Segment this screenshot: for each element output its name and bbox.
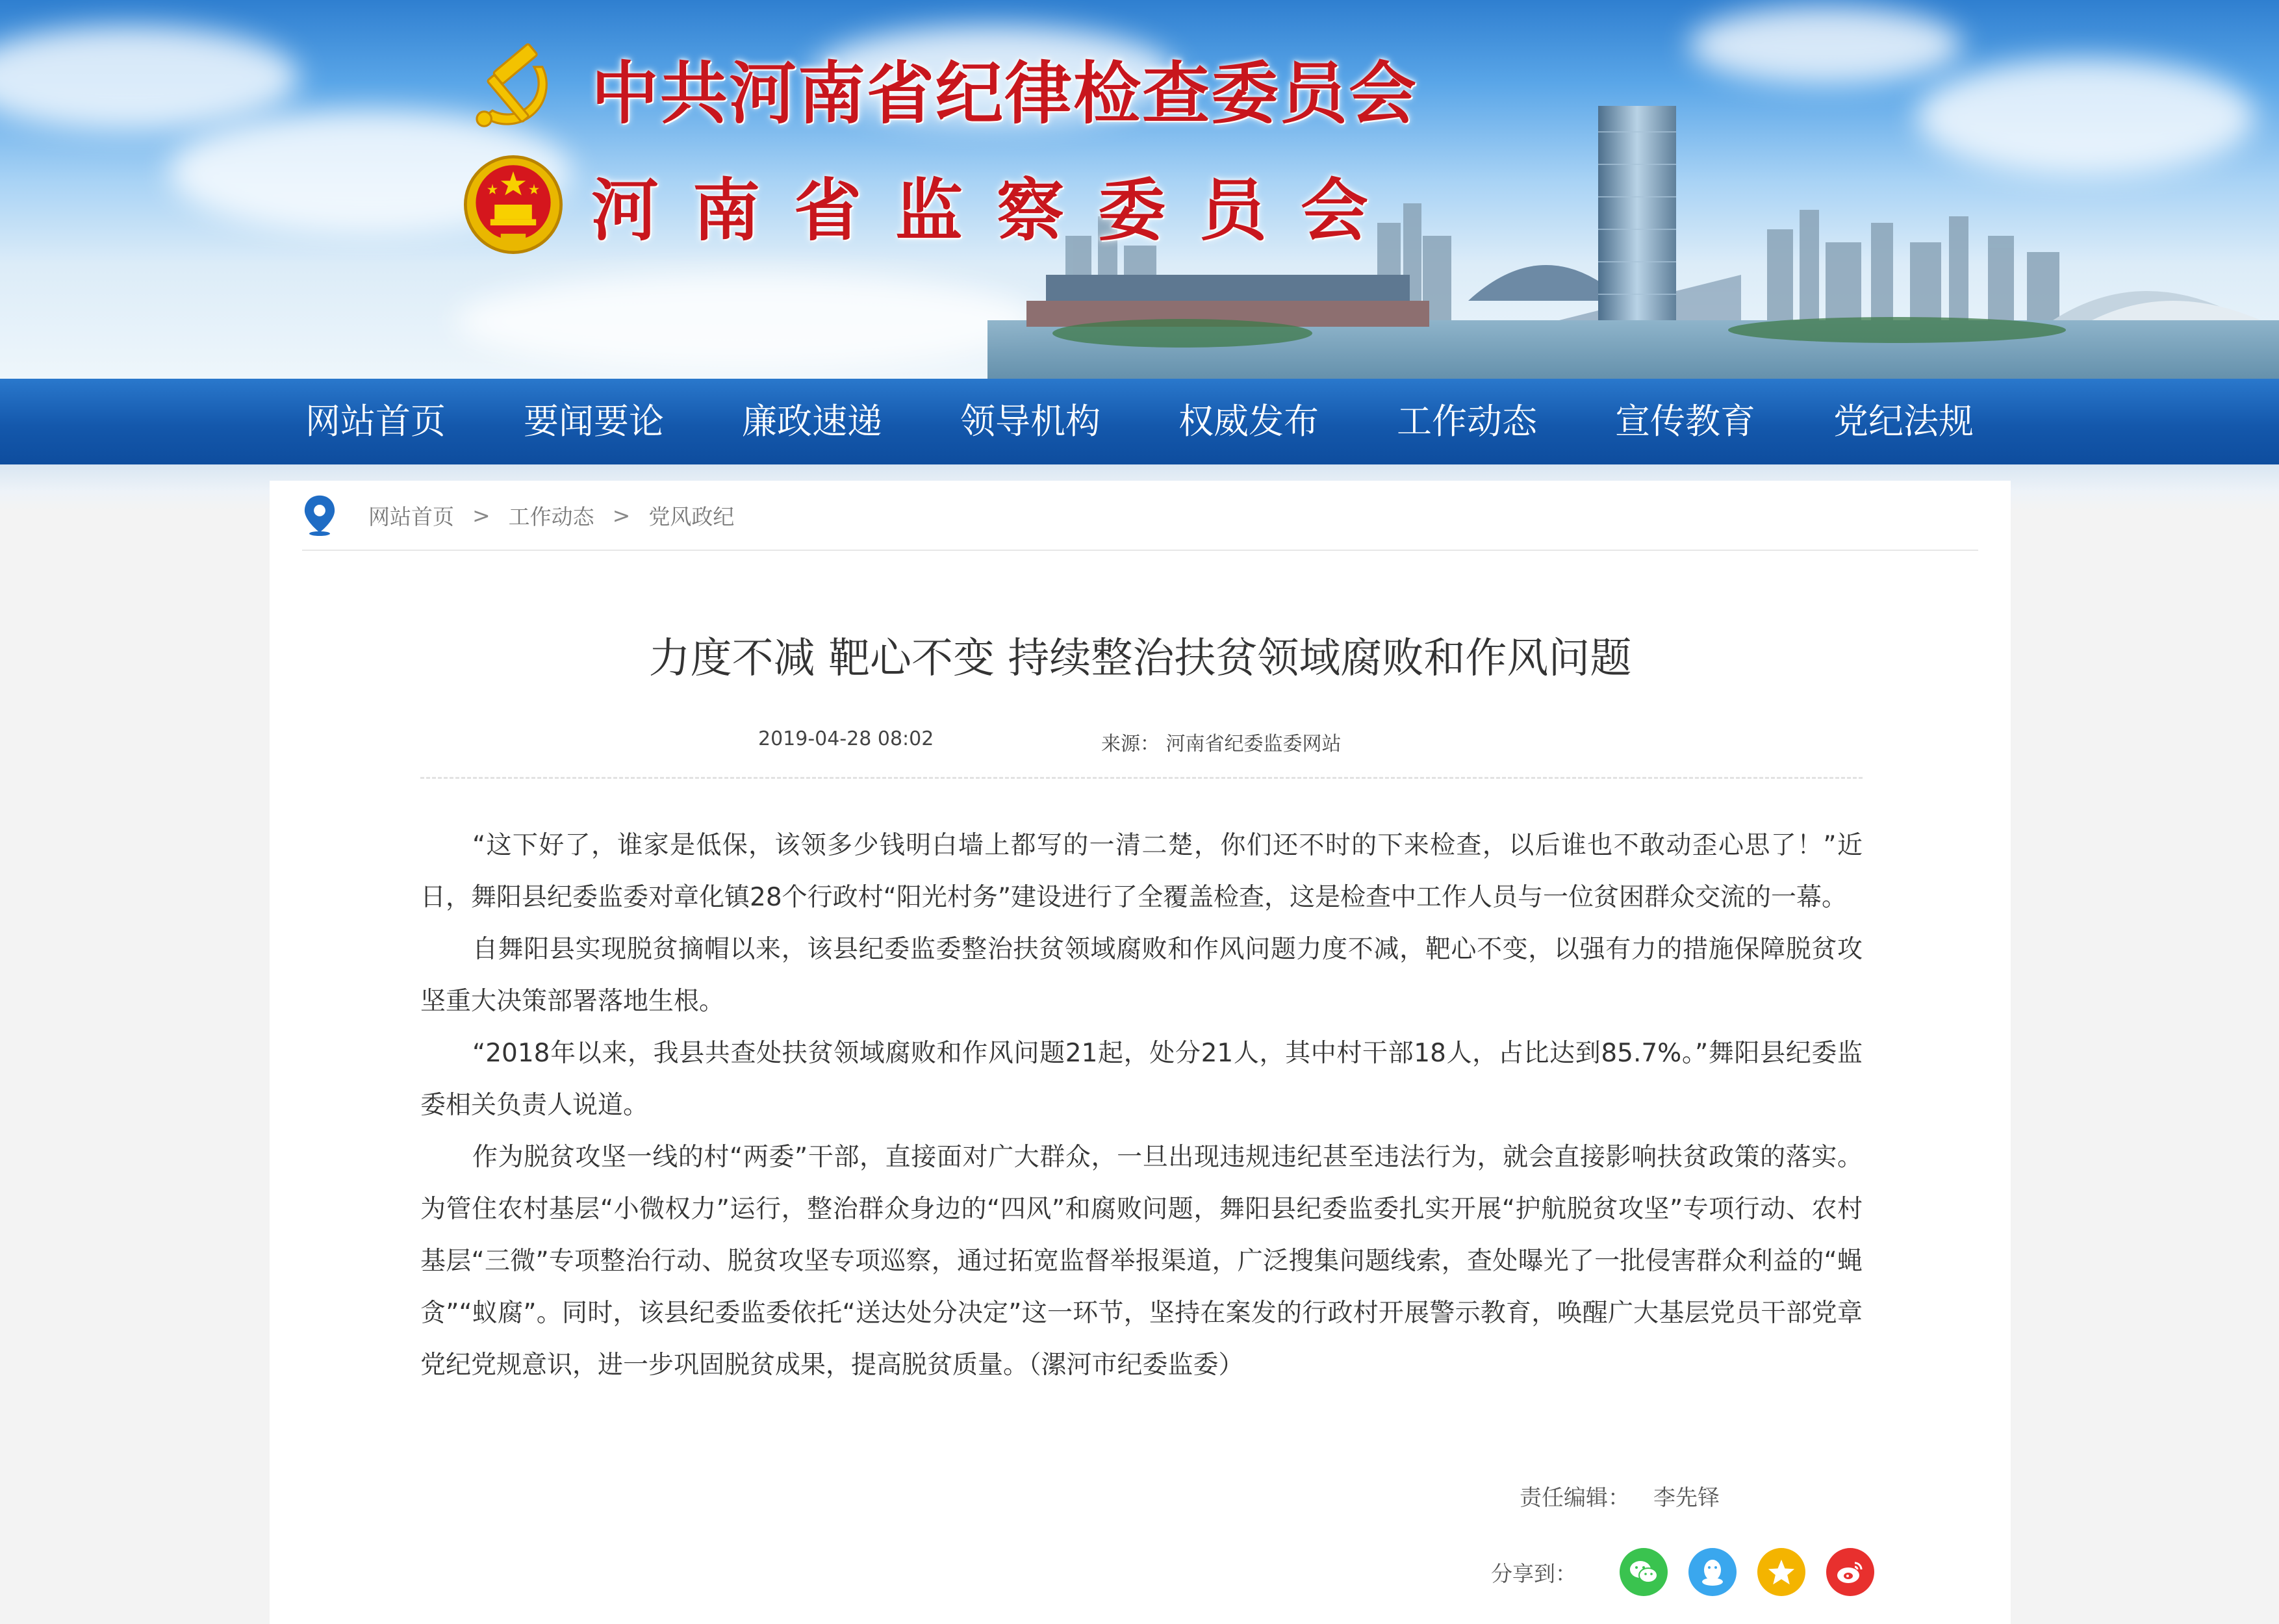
share-qq-button[interactable]: [1688, 1548, 1737, 1596]
weibo-icon: [1835, 1559, 1865, 1585]
source-name: 河南省纪委监委网站: [1165, 733, 1342, 755]
nav-item-regulations[interactable]: 党纪法规: [1833, 401, 1974, 442]
breadcrumb-separator: >: [472, 502, 490, 528]
share-qzone-button[interactable]: [1757, 1548, 1805, 1596]
nav-item-work-updates[interactable]: 工作动态: [1397, 401, 1537, 442]
qq-penguin-icon: [1700, 1557, 1725, 1587]
national-emblem-icon: [461, 153, 565, 257]
article-date: 2019-04-28 08:02: [758, 728, 934, 750]
supervision-commission-title: 河南省监察委员会: [591, 171, 1403, 250]
breadcrumb-separator: >: [612, 502, 631, 528]
hammer-sickle-emblem-icon: [461, 36, 565, 140]
cloud: [455, 273, 1039, 370]
party-commission-title: 中共河南省纪律检查委员会: [591, 54, 1418, 133]
editor-name: 李先铎: [1653, 1485, 1720, 1511]
location-pin-icon: [302, 494, 337, 536]
article-paragraph: “这下好了，谁家是低保，该领多少钱明白墙上都写的一清二楚，你们还不时的下来检查，以后谁也不敢动歪心思了！”近日，舞阳县纪委监委对章化镇28个行政村“阳光村务”建设进行了全覆盖检查，这是检查中工作人员与一位贫困群众交流的一幕。: [420, 831, 1863, 912]
source-label: 来源：: [1101, 733, 1160, 755]
nav-item-integrity-express[interactable]: 廉政速递: [742, 401, 882, 442]
article-paragraph: 自舞阳县实现脱贫摘帽以来，该县纪委监委整治扶贫领域腐败和作风问题力度不减，靶心不变，以强有力的措施保障脱贫攻坚重大决策部署落地生根。: [420, 935, 1863, 1016]
main-nav: [0, 379, 2279, 464]
share-label: 分享到：: [1491, 1560, 1577, 1586]
breadcrumb-work-updates[interactable]: 工作动态: [508, 503, 594, 529]
cloud: [0, 26, 299, 130]
title-divider: [420, 777, 1863, 779]
nav-item-home[interactable]: 网站首页: [305, 401, 446, 442]
nav-item-leadership[interactable]: 领导机构: [960, 401, 1101, 442]
article-source: [1101, 728, 1342, 756]
article-card: [270, 481, 2011, 1624]
share-weibo-button[interactable]: [1826, 1548, 1874, 1596]
breadcrumb: [302, 481, 1978, 551]
party-title-row: [461, 36, 1418, 140]
breadcrumb-home[interactable]: 网站首页: [368, 503, 454, 529]
breadcrumb-current[interactable]: 党风政纪: [648, 503, 735, 529]
wechat-icon: [1628, 1558, 1659, 1586]
article-paragraph: “2018年以来，我县共查处扶贫领域腐败和作风问题21起，处分21人，其中村干部18人，占比达到85.7%。”舞阳县纪委监委相关负责人说道。: [420, 1039, 1863, 1120]
header-banner: [0, 0, 2279, 379]
share-wechat-button[interactable]: [1620, 1548, 1668, 1596]
share-bar: [1491, 1545, 1874, 1599]
nav-item-education[interactable]: 宣传教育: [1615, 401, 1755, 442]
article-paragraph: 作为脱贫攻坚一线的村“两委”干部，直接面对广大群众，一旦出现违规违纪甚至违法行为，就会直接影响扶贫政策的落实。为管住农村基层“小微权力”运行，整治群众身边的“四风”和腐败问题，舞阳县纪委监委扎实开展“护航脱贫攻坚”专项行动、农村基层“三微”专项整治行动、脱贫攻坚专项巡察，通过拓宽监督举报渠道，广泛搜集问题线索，查处曝光了一批侵害群众利益的“蝇贪”“蚁腐”。同时，该县纪委监委依托“送达处分决定”这一环节，坚持在案发的行政村开展警示教育，唤醒广大基层党员干部党章党纪党规意识，进一步巩固脱贫成果，提高脱贫质量。（漯河市纪委监委）: [420, 1143, 1863, 1380]
supervision-title-row: [461, 153, 1402, 257]
editor-label: 责任编辑：: [1520, 1485, 1630, 1511]
article-body: [420, 820, 1863, 1391]
nav-item-official-release[interactable]: 权威发布: [1178, 401, 1319, 442]
nav-item-news[interactable]: 要闻要论: [524, 401, 664, 442]
star-icon: [1767, 1558, 1796, 1586]
article-title: 力度不减 靶心不变 持续整治扶贫领域腐败和作风问题: [648, 635, 1632, 683]
cloud: [1689, 6, 1962, 84]
